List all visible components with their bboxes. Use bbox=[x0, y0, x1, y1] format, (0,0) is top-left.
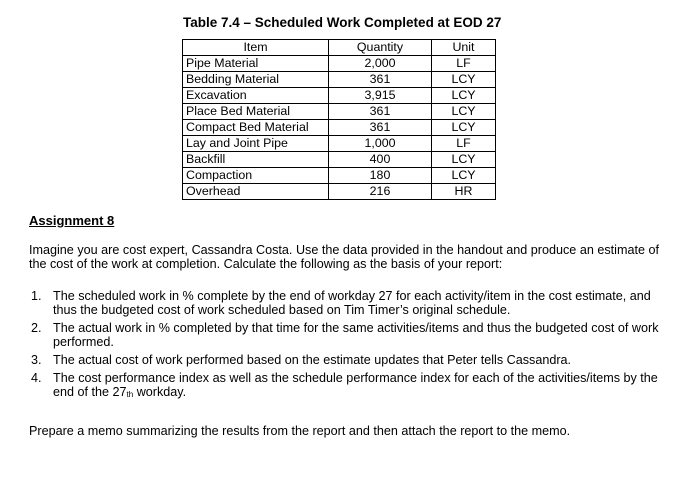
header-quantity: Quantity bbox=[329, 40, 432, 56]
cell-quantity: 180 bbox=[329, 168, 432, 184]
cell-item: Pipe Material bbox=[183, 56, 329, 72]
list-text-after: workday. bbox=[133, 385, 187, 399]
cell-unit: LCY bbox=[432, 104, 496, 120]
ordinal-suffix: th bbox=[126, 390, 134, 399]
cell-item: Backfill bbox=[183, 152, 329, 168]
list-item bbox=[29, 353, 661, 367]
list-number: 4. bbox=[31, 371, 42, 385]
task-list bbox=[29, 289, 661, 406]
list-text: The actual cost of work performed based on the estimate updates that Peter tells Cassandra. bbox=[53, 353, 572, 367]
table-row bbox=[183, 56, 496, 72]
list-number: 2. bbox=[31, 321, 42, 335]
header-item: Item bbox=[183, 40, 329, 56]
cell-item: Place Bed Material bbox=[183, 104, 329, 120]
cell-item: Compaction bbox=[183, 168, 329, 184]
cell-quantity: 3,915 bbox=[329, 88, 432, 104]
list-number: 1. bbox=[31, 289, 42, 303]
header-unit: Unit bbox=[432, 40, 496, 56]
list-number: 3. bbox=[31, 353, 42, 367]
table-row bbox=[183, 104, 496, 120]
cell-quantity: 361 bbox=[329, 72, 432, 88]
assignment-intro: Imagine you are cost expert, Cassandra Costa. Use the data provided in the handout and produce an estimate of the cost of the work at completion. Calculate the following as the basis of your report: bbox=[29, 243, 659, 271]
table-row bbox=[183, 72, 496, 88]
cell-item: Compact Bed Material bbox=[183, 120, 329, 136]
list-text: The scheduled work in % complete by the end of workday 27 for each activity/item in the cost estimate, and thus the budgeted cost of work scheduled based on Tim Timer’s original schedule. bbox=[53, 289, 651, 317]
cell-quantity: 216 bbox=[329, 184, 432, 200]
list-text bbox=[53, 371, 658, 399]
table-row bbox=[183, 120, 496, 136]
cell-unit: LCY bbox=[432, 168, 496, 184]
list-item bbox=[29, 321, 661, 349]
list-item bbox=[29, 289, 661, 317]
list-text: The actual work in % completed by that time for the same activities/items and thus the budgeted cost of work performed. bbox=[53, 321, 659, 349]
list-text-before: The cost performance index as well as the schedule performance index for each of the activities/items by the end of the 27 bbox=[53, 371, 658, 399]
cell-quantity: 400 bbox=[329, 152, 432, 168]
cell-item: Overhead bbox=[183, 184, 329, 200]
cell-unit: HR bbox=[432, 184, 496, 200]
cell-item: Excavation bbox=[183, 88, 329, 104]
table-row bbox=[183, 184, 496, 200]
memo-instruction: Prepare a memo summarizing the results from the report and then attach the report to the memo. bbox=[29, 424, 571, 438]
table-row bbox=[183, 88, 496, 104]
table-title: Table 7.4 – Scheduled Work Completed at EOD 27 bbox=[183, 15, 502, 30]
cell-quantity: 361 bbox=[329, 104, 432, 120]
scheduled-work-table bbox=[182, 39, 496, 200]
table-header-row bbox=[183, 40, 496, 56]
cell-unit: LF bbox=[432, 136, 496, 152]
list-item bbox=[29, 371, 661, 402]
cell-unit: LCY bbox=[432, 88, 496, 104]
cell-quantity: 1,000 bbox=[329, 136, 432, 152]
table-row bbox=[183, 152, 496, 168]
table-row bbox=[183, 136, 496, 152]
cell-item: Bedding Material bbox=[183, 72, 329, 88]
cell-unit: LF bbox=[432, 56, 496, 72]
assignment-heading: Assignment 8 bbox=[29, 213, 115, 228]
cell-item: Lay and Joint Pipe bbox=[183, 136, 329, 152]
cell-quantity: 361 bbox=[329, 120, 432, 136]
table-row bbox=[183, 168, 496, 184]
cell-unit: LCY bbox=[432, 152, 496, 168]
cell-quantity: 2,000 bbox=[329, 56, 432, 72]
cell-unit: LCY bbox=[432, 72, 496, 88]
cell-unit: LCY bbox=[432, 120, 496, 136]
